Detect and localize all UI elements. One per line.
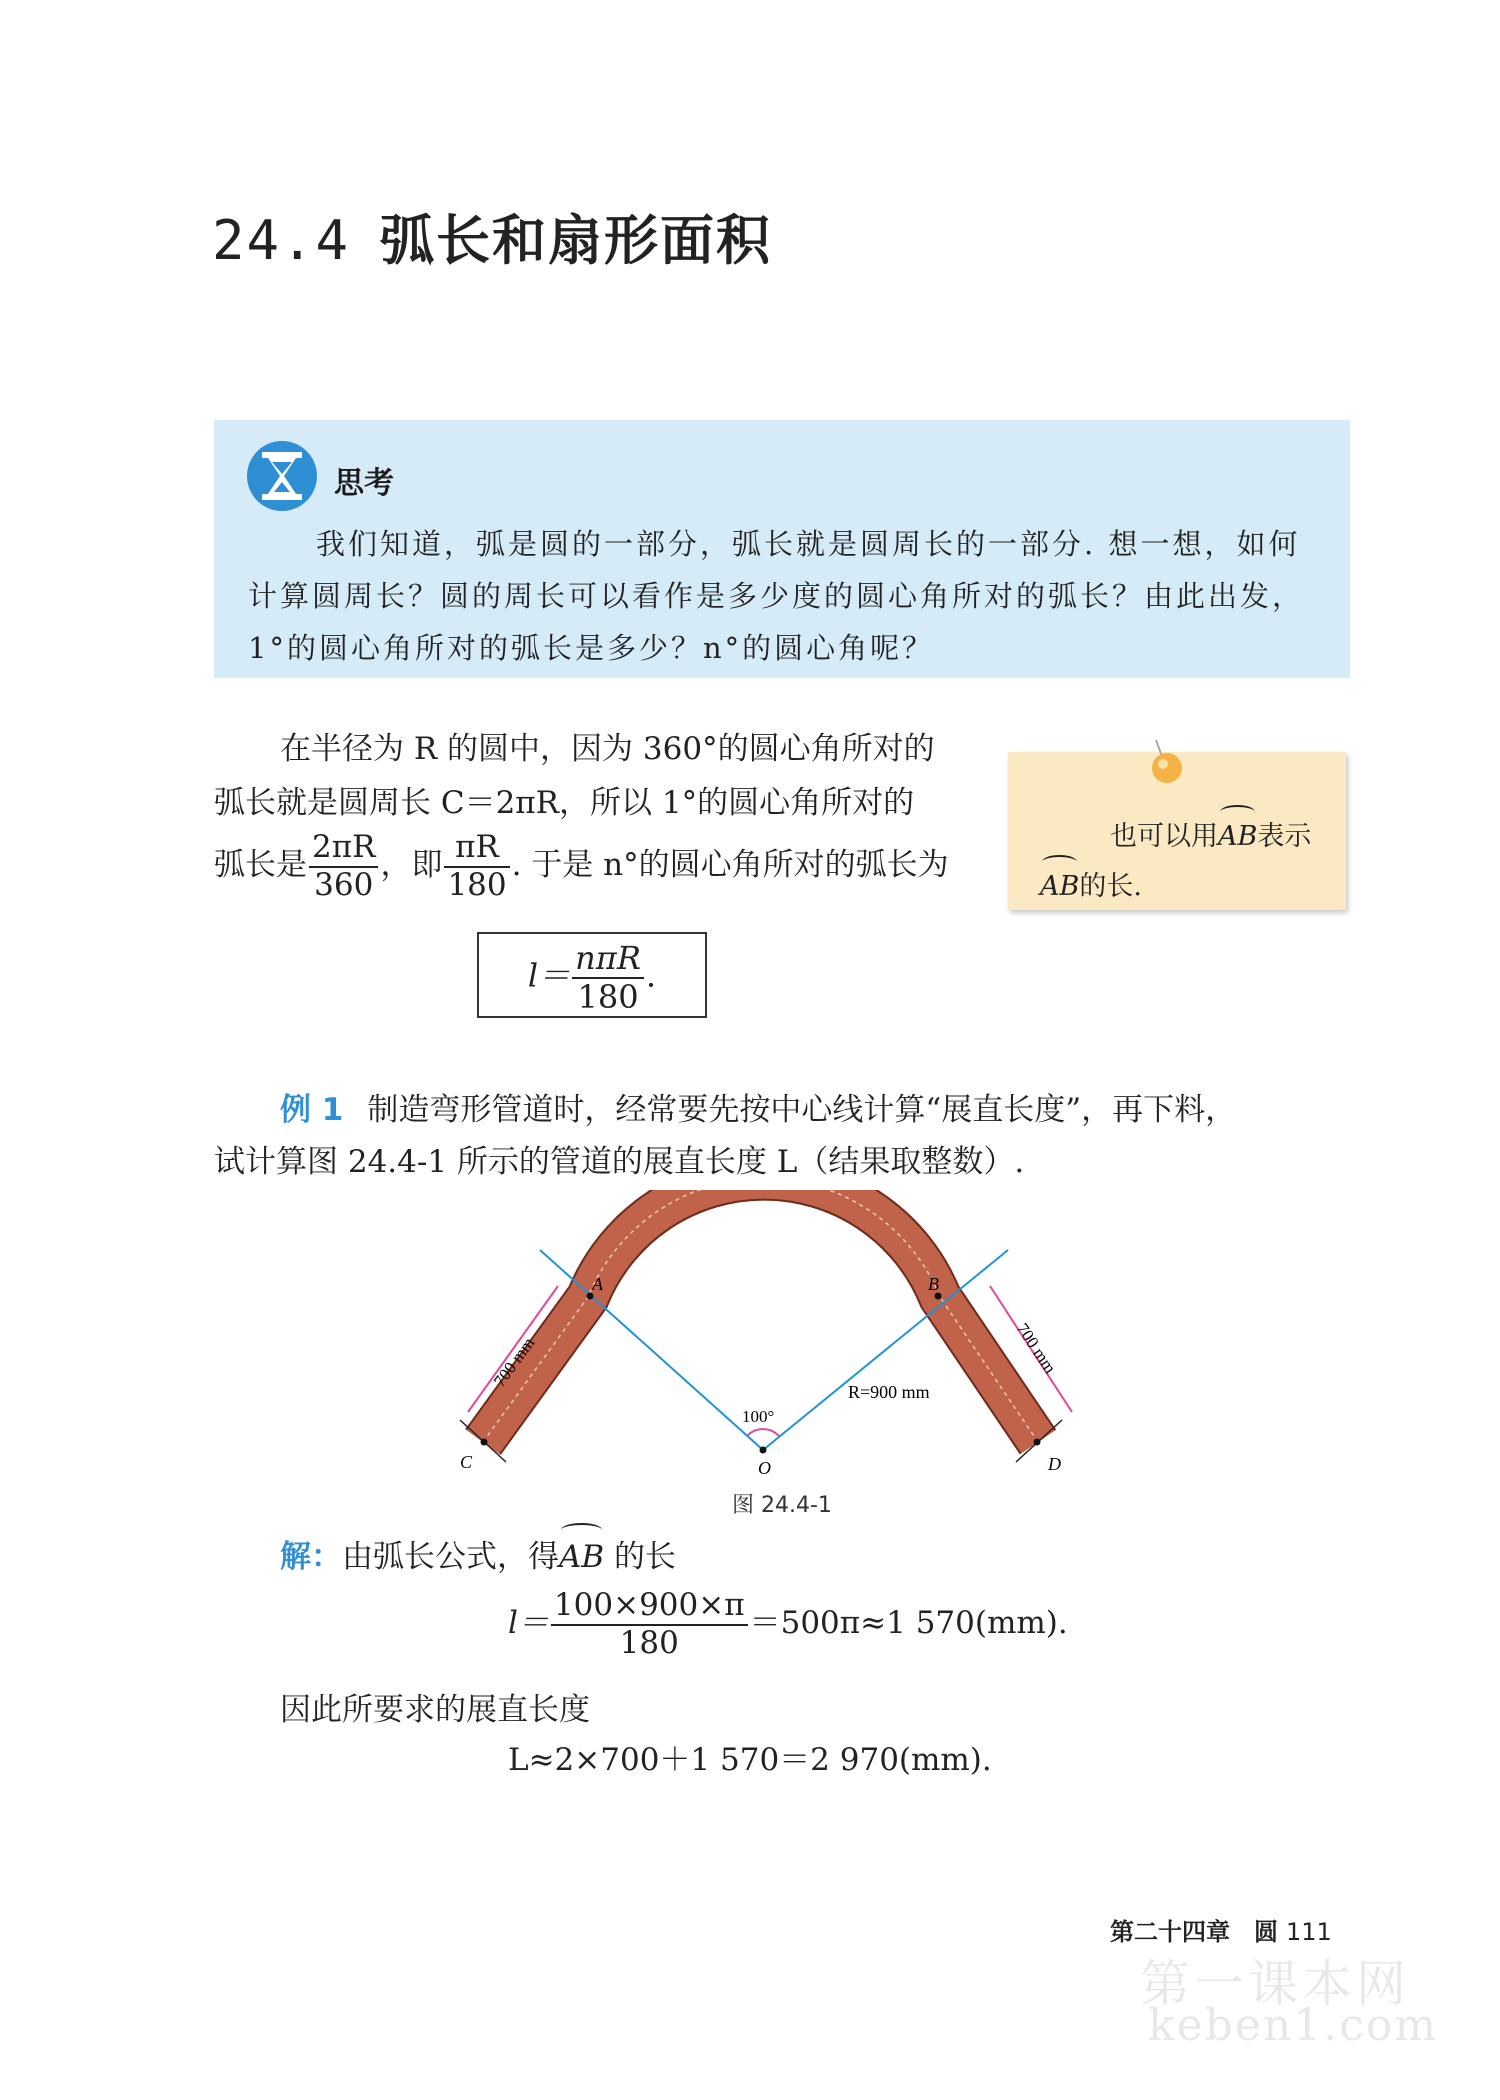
hourglass-icon — [246, 440, 318, 512]
para-line-2: 弧长就是圆周长 C＝2πR，所以 1°的圆心角所对的 — [214, 785, 915, 821]
chapter-label: 第二十四章 圆 — [1110, 1918, 1278, 1946]
label-a: A — [592, 1274, 603, 1294]
fraction-2pir-360: $\frac{2\pi R}{360}$ — [309, 830, 378, 903]
pushpin-icon — [1142, 738, 1188, 788]
formula-fraction: $\frac{\text{nπR}}{180}$ — [572, 940, 644, 1016]
arc-ab-solution: AB — [559, 1530, 604, 1584]
label-b: B — [928, 1274, 939, 1294]
para-line-3a: 弧长是 — [214, 847, 307, 884]
equation-total-length: L≈2×700＋1 570＝2 970(mm). — [508, 1742, 992, 1778]
label-o: O — [758, 1458, 771, 1478]
think-label: 思考 — [334, 466, 394, 501]
radius-label: R=900 mm — [848, 1382, 930, 1402]
think-text: 我们知道，弧是圆的一部分，弧长就是圆周长的一部分. 想一想，如何计算圆周长？圆的周长可以看作是多少度的圆心角所对的弧长？由此出发，1°的圆心角所对的弧长是多少？n°的圆心角呢？ — [248, 527, 1305, 665]
page-number: 111 — [1286, 1918, 1332, 1946]
para-line-3c: . 于是 n°的圆心角所对的弧长为 — [511, 847, 949, 884]
figure-caption: 图 24.4-1 — [732, 1493, 832, 1518]
example-label: 例 1 — [280, 1092, 344, 1128]
arc-ab-1: AB — [1218, 812, 1257, 862]
label-d: D — [1048, 1454, 1061, 1474]
note-text: 也可以用AB表示AB的长. — [1040, 812, 1330, 912]
example-line-1: 制造弯形管道时，经常要先按中心线计算“展直长度”，再下料， — [367, 1092, 1237, 1128]
equation-arc-length: l＝ $\frac{100\times 900\times\pi}{180}$ ＝500π≈1 570(mm). — [508, 1587, 1068, 1661]
length-label-right: 700 mm — [1012, 1319, 1060, 1377]
watermark-url: keben1.com — [1148, 2000, 1439, 2051]
example-line-2: 试计算图 24.4-1 所示的管道的展直长度 L（结果取整数）. — [214, 1144, 1025, 1180]
arc-length-formula: l＝ $\frac{\text{nπR}}{180}$ . — [477, 932, 707, 1018]
length-label-left: 700 mm — [489, 1333, 539, 1391]
fraction-pir-180: $\frac{\pi R}{180}$ — [444, 830, 509, 903]
example-1 — [214, 1084, 1354, 1188]
section-title-text: 弧长和扇形面积 — [380, 208, 773, 272]
body-paragraph — [214, 722, 984, 903]
total-length-lead: 因此所要求的展直长度 — [280, 1692, 590, 1728]
equation-fraction: $\frac{100\times 900\times\pi}{180}$ — [551, 1588, 748, 1661]
para-line-1: 在半径为 R 的圆中，因为 360°的圆心角所对的 — [280, 731, 935, 767]
solution-label: 解： — [280, 1539, 342, 1575]
pipe-drawing — [420, 1190, 1140, 1500]
watermark-text: 第一课本网 — [1140, 1955, 1410, 2013]
section-number: 24.4 — [212, 209, 351, 272]
para-line-3b: ，即 — [380, 847, 443, 884]
para-line-3 — [214, 830, 984, 903]
section-title — [212, 198, 772, 275]
page-footer — [1110, 1912, 1332, 1947]
arc-ab-2: AB — [1040, 862, 1079, 912]
solution-intro: 解：由弧长公式，得AB 的长 — [280, 1530, 1340, 1584]
angle-label: 100° — [742, 1407, 775, 1426]
label-c: C — [460, 1452, 473, 1472]
pipe-fill — [483, 1190, 1038, 1442]
